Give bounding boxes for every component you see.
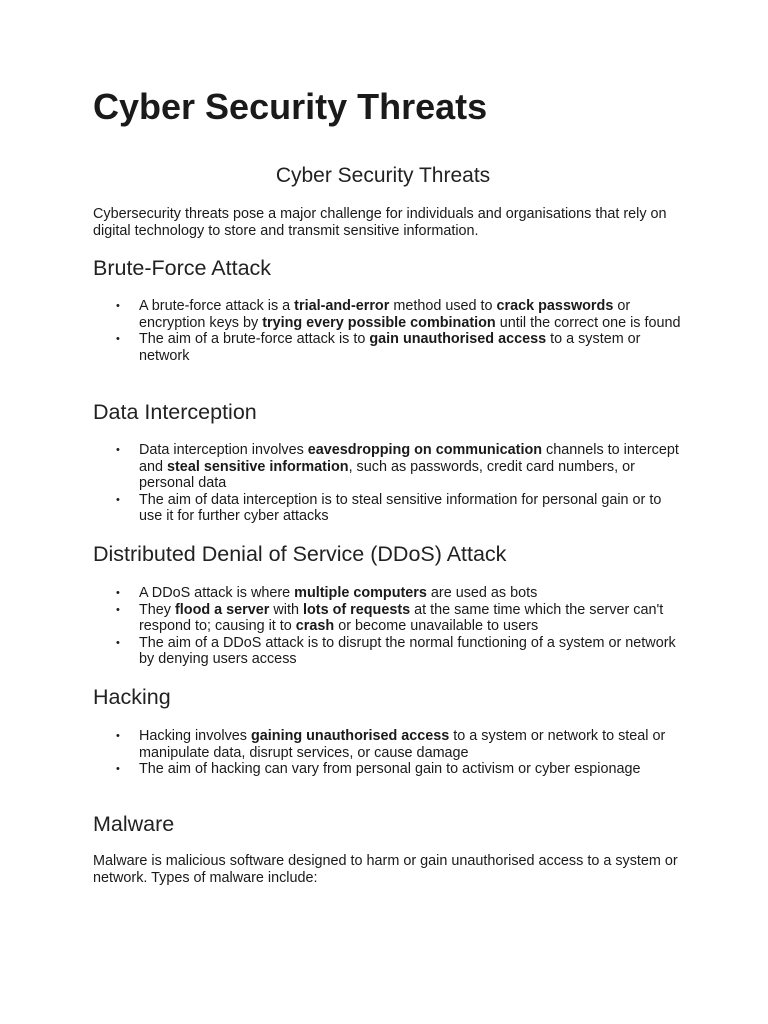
list-item: • Hacking involves gaining unauthorised access to a system or network to steal or manipulate data, disrupt services, or cause damage — [116, 728, 666, 761]
section-heading-data-interception: Data Interception — [93, 400, 257, 424]
list-item: • They flood a server with lots of requests at the same time which the server can't respond to; causing it to crash or become unavailable to users — [116, 601, 664, 634]
malware-block — [93, 853, 683, 886]
section-heading-brute-force: Brute-Force Attack — [93, 256, 272, 280]
bullet-icon: • — [116, 603, 120, 616]
document-title: Cyber Security Threats — [93, 86, 488, 127]
list-item: • Data interception involves eavesdropping on communication channels to intercept and steal sensitive information, such as passwords, credit card numbers, or personal data — [116, 442, 679, 491]
section-ddos — [93, 541, 683, 567]
bullet-icon: • — [116, 444, 120, 456]
malware-paragraph: Malware is malicious software designed to harm or gain unauthorised access to a system or network. Types of malware include: — [93, 853, 678, 886]
section-brute-force — [93, 255, 683, 281]
list-item: • The aim of a DDoS attack is to disrupt the normal functioning of a system or network by denying users access — [116, 634, 676, 667]
intro-paragraph: Cybersecurity threats pose a major challenge for individuals and organisations that rely on digital technology to store and transmit sensitive information. — [93, 206, 667, 239]
bullet-icon: • — [116, 587, 120, 599]
list-item: • The aim of data interception is to steal sensitive information for personal gain or to use it for further cyber attacks — [116, 491, 662, 524]
list-item: • A DDoS attack is where multiple computers are used as bots — [116, 585, 538, 601]
bullet-icon: • — [116, 300, 120, 312]
intro-block — [93, 206, 683, 239]
section-heading-ddos: Distributed Denial of Service (DDoS) Attack — [93, 542, 507, 566]
section-data-interception — [93, 399, 683, 425]
list-item: • The aim of hacking can vary from personal gain to activism or cyber espionage — [116, 761, 641, 777]
bullet-icon: • — [116, 730, 120, 742]
brute-force-list — [93, 298, 683, 364]
bullet-icon: • — [116, 493, 120, 506]
section-malware — [93, 811, 683, 837]
section-hacking — [93, 684, 683, 710]
section-heading-malware: Malware — [93, 812, 175, 836]
hacking-list — [93, 728, 683, 778]
section-heading-hacking: Hacking — [93, 685, 171, 709]
document-subtitle: Cyber Security Threats — [275, 164, 491, 187]
ddos-list — [93, 585, 683, 668]
bullet-icon: • — [116, 763, 120, 775]
bullet-icon: • — [116, 636, 120, 649]
data-interception-list — [93, 442, 683, 525]
bullet-icon: • — [116, 333, 120, 345]
list-item: • A brute-force attack is a trial-and-error method used to crack passwords or encryption keys by trying every possible combination until the correct one is found — [116, 298, 681, 331]
list-item: • The aim of a brute-force attack is to gain unauthorised access to a system or network — [116, 331, 641, 364]
